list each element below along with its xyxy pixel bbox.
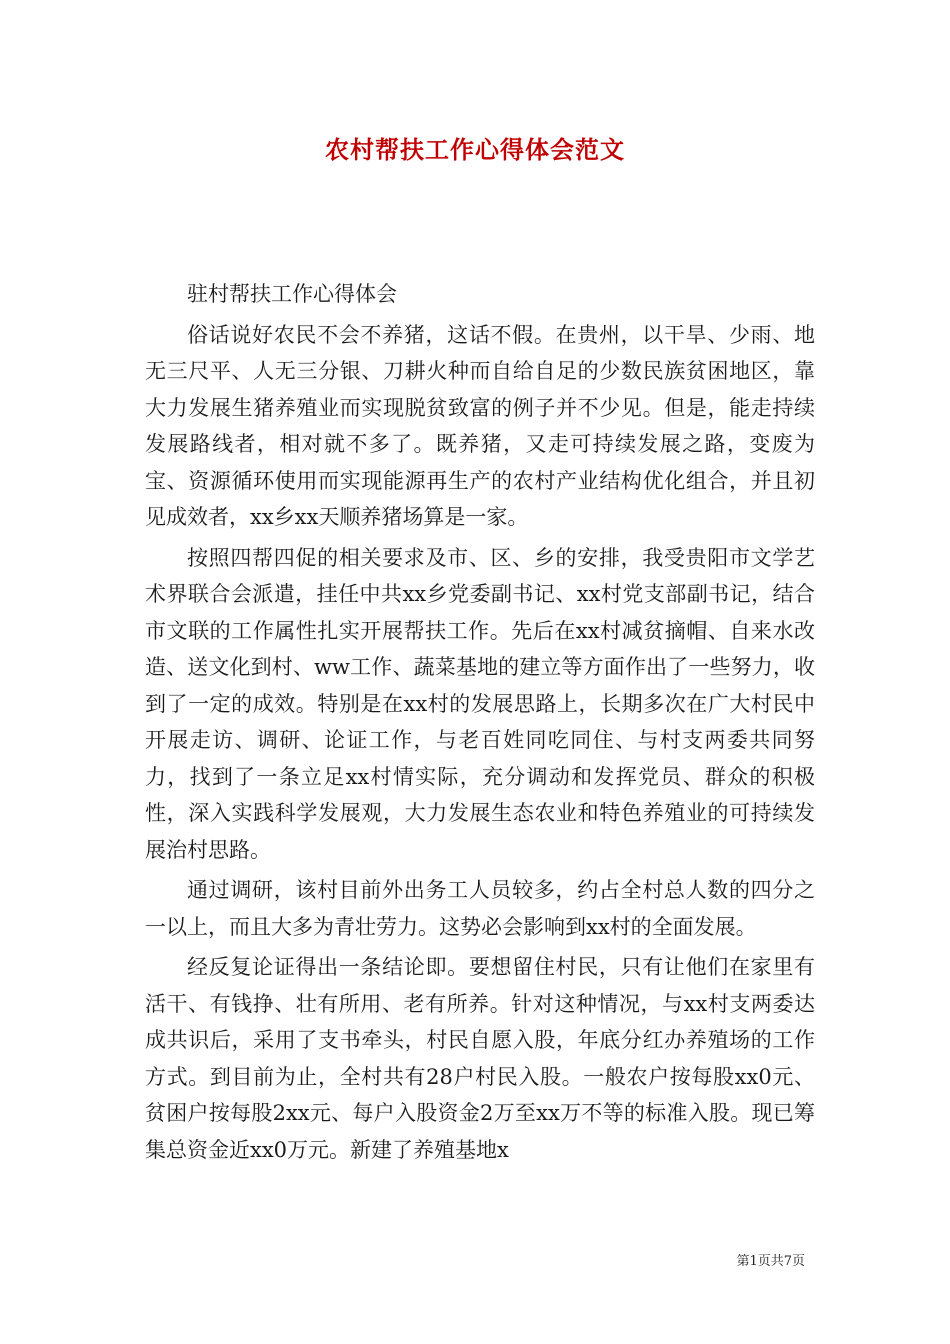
paragraph: 俗话说好农民不会不养猪，这话不假。在贵州，以干旱、少雨、地无三尺平、人无三分银、刀耕火种而自给自足的少数民族贫困地区，靠大力发展生猪养殖业而实现脱贫致富的例子并不少见。但是，能走持续发展路线者，相对就不多了。既养猪，又走可持续发展之路，变废为宝、资源循环使用而实现能源再生产的农村产业结构优化组合，并且初见成效者，xx乡xx天顺养猪场算是一家。 bbox=[145, 322, 815, 529]
document-title: 农村帮扶工作心得体会范文 bbox=[325, 135, 625, 164]
paragraph-heading: 驻村帮扶工作心得体会 bbox=[187, 282, 397, 306]
paragraph: 经反复论证得出一条结论即。要想留住村民，只有让他们在家里有活干、有钱挣、壮有所用、老有所养。针对这种情况，与xx村支两委达成共识后，采用了支书牵头，村民自愿入股，年底分红办养殖场的工作方式。到目前为止，全村共有28户村民入股。一般农户按每股xx0元、贫困户按每股2xx元、每户入股资金2万至xx万不等的标准入股。现已筹集总资金近xx0万元。新建了养殖基地x bbox=[145, 955, 815, 1162]
paragraph: 通过调研，该村目前外出务工人员较多，约占全村总人数的四分之一以上，而且大多为青壮劳力。这势必会影响到xx村的全面发展。 bbox=[145, 878, 815, 939]
paragraph: 按照四帮四促的相关要求及市、区、乡的安排，我受贵阳市文学艺术界联合会派遣，挂任中共xx乡党委副书记、xx村党支部副书记，结合市文联的工作属性扎实开展帮扶工作。先后在xx村减贫摘帽、自来水改造、送文化到村、ww工作、蔬菜基地的建立等方面作出了一些努力，收到了一定的成效。特别是在xx村的发展思路上，长期多次在广大村民中开展走访、调研、论证工作，与老百姓同吃同住、与村支两委共同努力，找到了一条立足xx村情实际，充分调动和发挥党员、群众的积极性，深入实践科学发展观，大力发展生态农业和特色养殖业的可持续发展治村思路。 bbox=[145, 545, 815, 862]
page-number-footer: 第1页共7页 bbox=[736, 1254, 805, 1269]
document-body bbox=[145, 276, 815, 1168]
